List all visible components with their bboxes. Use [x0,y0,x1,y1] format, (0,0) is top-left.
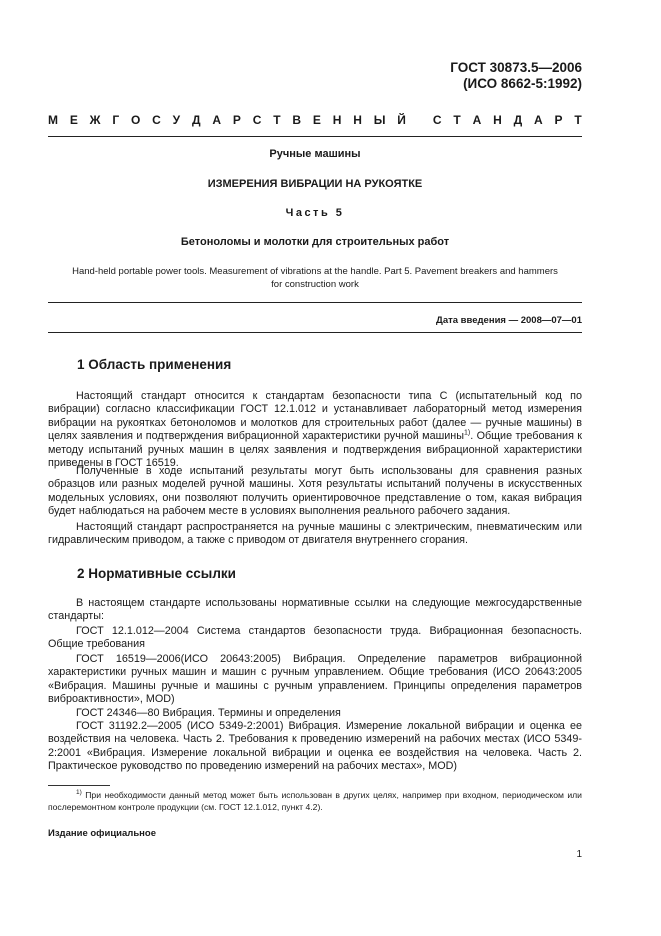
page-number: 1 [576,849,582,860]
paragraph-text: . Общие требования к методу испытаний ручных машин в целях заявления и подтверждения вибрационной характеристики приведены в ГОСТ 16519. [48,430,582,470]
banner-letter: Й [397,113,406,127]
footnote-ref: 1) [464,429,471,437]
banner-gap [418,113,421,127]
footnote-separator [48,785,110,786]
section-2-heading: 2 Нормативные ссылки [77,566,236,581]
banner-letter: В [292,113,302,127]
banner-letter: Н [353,113,362,127]
title-part: Часть 5 [285,207,345,219]
banner-letter: А [533,113,543,127]
banner-letter: Ж [89,113,101,127]
banner-letter: М [48,113,58,127]
section-2-reference: ГОСТ 16519—2006(ИСО 20643:2005) Вибрация. Определение параметров вибрационной характеристики ручных машин и машин с ручным управлением. Общие требования (ИСО 20643:2005 «Вибрация. Машины ручные и машины с ручным управлением. Принципы определения параметров виброактивности», MOD) [48,653,582,706]
banner-letter: А [212,113,222,127]
banner-letter: Г [112,113,120,127]
official-edition-label: Издание официальное [48,828,156,839]
title-rule [48,302,582,303]
interstate-standard-banner [48,113,582,127]
section-1-paragraph [48,390,582,470]
banner-letter: Т [273,113,281,127]
section-2-reference: ГОСТ 31192.2—2005 (ИСО 5349-2:2001) Вибрация. Измерение локальной вибрации и оценка ее воздействия на человека. Часть 2. Требования к проведению измерений на рабочих местах (ИСО 5349-2:2001 «Вибрация. Измерение локальной вибрации и оценка ее воздействия на человека. Часть 2. Практическое руководство по проведению измерений на рабочих местах», MOD) [48,720,582,773]
banner-letter: С [252,113,262,127]
title-english-line: for construction work [271,279,359,290]
title-subtitle: Бетоноломы и молотки для строительных работ [180,236,450,248]
footnote [48,789,582,813]
section-2-paragraph: В настоящем стандарте использованы нормативные ссылки на следующие межгосударственные стандарты: [48,597,582,623]
gost-number: ГОСТ 30873.5—2006 [450,60,582,75]
banner-letter: С [152,113,161,127]
section-2-reference: ГОСТ 24346—80 Вибрация. Термины и определения [76,707,341,719]
paragraph-text: Настоящий стандарт относится к стандартам безопасности типа С (испытательный код по вибрации) согласно классификации ГОСТ 12.1.012 и устанавливает лабораторный метод измерения вибрации на рукоятках бетоноломов и молотков для строительных работ (далее — ручные машины) в целях заявления и подтверждения вибрационной характеристики ручной машины [48,390,582,443]
banner-letter: С [432,113,442,127]
banner-letter: Н [493,113,502,127]
banner-letter: Д [191,113,201,127]
banner-letter: Н [332,113,342,127]
banner-letter: Д [513,113,523,127]
section-2-reference: ГОСТ 12.1.012—2004 Система стандартов безопасности труда. Вибрационная безопасность. Общие требования [48,625,582,651]
banner-letter: Р [554,113,563,127]
banner-letter: Т [574,113,582,127]
iso-number: (ИСО 8662-5:1992) [463,76,582,91]
banner-letter: Р [232,113,241,127]
banner-letter: У [172,113,181,127]
banner-letter: А [472,113,482,127]
title-main: ИЗМЕРЕНИЯ ВИБРАЦИИ НА РУКОЯТКЕ [207,178,423,190]
date-of-introduction: Дата введения — 2008—07—01 [436,315,582,326]
section-1-paragraph: Полученные в ходе испытаний результаты могут быть использованы для сравнения разных образцов или разных моделей ручной машины. Хотя результаты испытаний получены в искусственных модельных условиях, они позволяют получить ориентировочное представление о том, какая вибрация будет наблюдаться на рабочем месте в условиях выполнения реального рабочего задания. [48,465,582,518]
banner-letter: О [131,113,141,127]
footnote-marker: 1) [76,789,82,797]
banner-letter: Т [453,113,461,127]
section-1-heading: 1 Область применения [77,357,232,372]
title-english-line: Hand-held portable power tools. Measurement of vibrations at the handle. Part 5. Pavement breakers and hammers [72,266,558,277]
footnote-text: При необходимости данный метод может быть использован в других целях, например при входном, периодическом или послеремонтном контроле продукции (см. ГОСТ 12.1.012, пункт 4.2). [48,790,582,812]
banner-rule [48,136,582,137]
title-english [48,265,582,291]
banner-letter: Ы [373,113,386,127]
banner-letter: Е [69,113,78,127]
date-rule [48,332,582,333]
document-designation [450,60,582,92]
section-1-paragraph: Настоящий стандарт распространяется на ручные машины с электрическим, пневматическим или гидравлическим приводом, а также с приводом от двигателя внутреннего сгорания. [48,521,582,547]
banner-letter: Е [312,113,321,127]
title-group: Ручные машины [269,148,361,160]
